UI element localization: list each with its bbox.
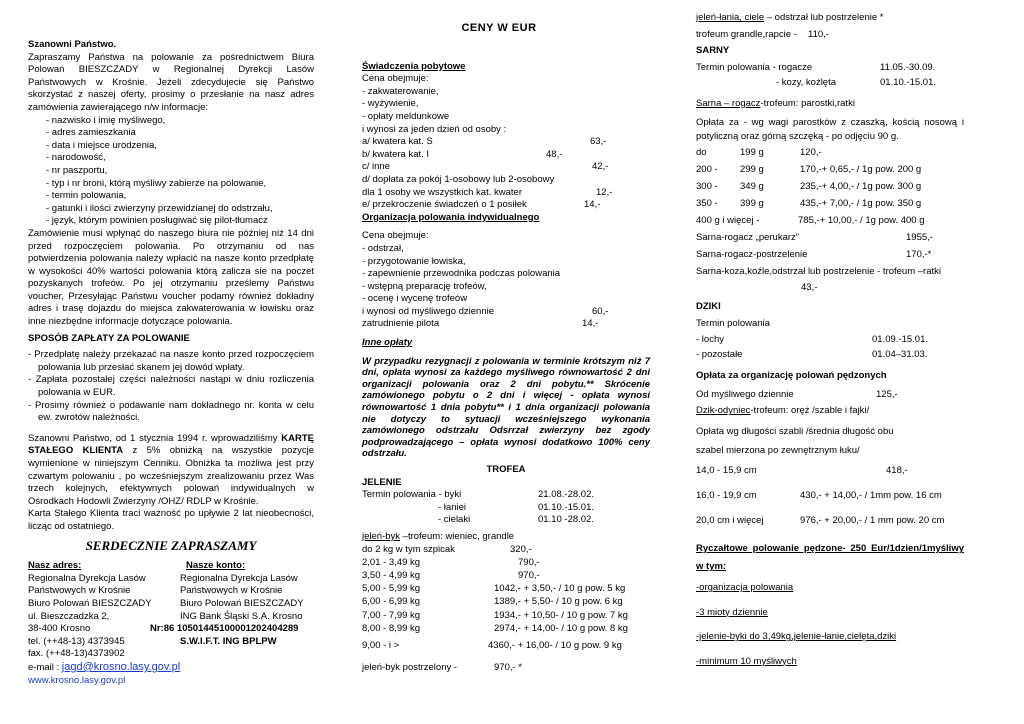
deer-wounded-price: jeleń-byk postrzelony - 970,- *: [362, 662, 522, 674]
stay-price-row: e/ przekroczenie świadczeń o 1 posiłek 14,-: [362, 199, 601, 211]
email-row: e-mail : jagd@krosno.lasy.gov.pl: [28, 660, 181, 673]
website-link[interactable]: www.krosno.lasy.gov.pl: [28, 674, 126, 686]
roe-misc-line: Sarna-koza,koźle,odstrzał lub postrzelenie - trofeum –ratki: [696, 265, 942, 277]
roe-heading: SARNY: [696, 45, 730, 57]
lump-sum-item: -3 mioty dziennie: [696, 606, 768, 618]
account-heading: Nasze konto:: [186, 560, 246, 572]
roe-price-table: [696, 147, 964, 232]
stay-lines: [362, 73, 650, 136]
address-rows: [28, 573, 314, 623]
boar-fee-line-1: Opłata wg długości szabli /średnia długość obu: [696, 425, 894, 437]
boar-trophy-line: Dzik-odyniec-trofeum: oręż /szable i fajki/: [696, 405, 870, 417]
postal-row: 38-400 Krosno Nr:86 10501445100001202404289: [28, 623, 299, 635]
fax-row: fax. (++48-13)4373902: [28, 648, 125, 660]
individual-hunt-line: - odstrzał,: [362, 242, 404, 254]
address-row: Państwowych w Krośnie Państwowych w Krośnie: [28, 585, 283, 597]
stay-price-row: d/ dopłata za pokój 1-osobowy lub 2-osobowy: [362, 173, 555, 185]
lump-sum-item: -organizacja polowania: [696, 582, 794, 594]
deer-heading: JELENIE: [362, 476, 402, 488]
boar-season-label: Termin polowania: [696, 317, 770, 329]
individual-hunt-price-row: i wynosi od myśliwego dziennie 60,-: [362, 305, 609, 317]
stay-line: - opłaty meldunkowe: [362, 110, 450, 122]
order-text: Zamówienie musi wpłynąć do naszego biura nie później niż 14 dni przed rozpoczęciem polowania. Po otrzymaniu od nas potwierdzenia polowania należy wpłacić na nasze konto przedpłatę w wysokości 40% wartości polowania którą zalicza sie na poczet pozyskanych trofeów. Po jej otrzymaniu prześlemy Państwu voucher, Przesyłając Państwu voucher podamy również dokładny adres i trasę dojazdu do miejsca zakwaterowania w łowisku oraz inne niezbędne informacje dotyczące polowania.: [28, 227, 314, 328]
payment-item: - Zapłata pozostałej części należności nastąpi w dniu rozliczenia polowania w EUR.: [28, 374, 314, 399]
other-fees-text: W przypadku rezygnacji z polowania w terminie krótszym niż 7 dni, opłata wynosi za każdego myśliwego równowartość 2 dni organizacji polowania oraz 2 dni pobytu.** Skrócenie zamówionego pobytu o 2 dni i więcej - opłata wynosi równowartość 1 dnia pobytu** i 1 dnia organizacji polowania nie dotyczy to sytuacji wcześniejszego wykonania zamówionego odstrzału Odsrrzał zwierzyny bez zgody podprowadzającego – opłata wynosi dodatkowo 100% ceny odstrzału.: [362, 355, 650, 460]
stay-price-row: c/ inne 42,-: [362, 161, 609, 173]
order-info-item: - typ i nr broni, którą myśliwy zabierze na polowanie,: [46, 177, 267, 189]
deer-price-row: 7,00 - 7,99 kg 1934,- + 10,50- / 10 g pow. 7 kg: [362, 609, 628, 621]
right-column: [696, 12, 964, 674]
address-heading: Nasz adres:: [28, 560, 82, 572]
swift-code: S.W.I.F.T. ING BPLPW: [180, 635, 277, 647]
stay-line: - zakwaterowanie,: [362, 85, 439, 97]
loyalty-card-text: Szanowni Państwo, od 1 stycznia 1994 r. wprowadziliśmy KARTĘ STAŁEGO KLIENTA z 5% obniżką na wszystkie pozycje wymienione w niniejszym Cenniku. Obniżka ta możliwa jest przy czwartym polowaniu , po wcześniejszym zrealizowaniu przez Was trzech kolejnych, efektywnych polowań indywidualnych w Ośrodkach Hodowli Zwierzyny /OHZ/ RDLP w Krośnie.: [28, 432, 315, 507]
individual-hunt-line: - zapewnienie przewodnika podczas polowania: [362, 268, 561, 280]
individual-hunt-heading: Organizacja polowania indywidualnego: [362, 211, 540, 223]
roe-price-row: 400 g i więcej - 785,-+ 10,00,- / 1g pow. 400 g: [696, 214, 925, 226]
stay-line: i wynosi za jeden dzień od osoby :: [362, 123, 507, 135]
order-info-item: - adres zamieszkania: [46, 127, 136, 139]
order-info-item: - nr paszportu,: [46, 164, 108, 176]
deer-season-row: - cielaki 01.10 -28.02.: [438, 514, 594, 526]
stay-line: Cena obejmuje:: [362, 73, 429, 85]
lump-sum-heading: Ryczałtowe polowanie pędzone- 250 Eur/1dzien/1myśliwy w tym:: [696, 543, 964, 573]
email-link[interactable]: jagd@krosno.lasy.gov.pl: [61, 660, 181, 673]
address-row: Biuro Polowań BIESZCZADY Biuro Polowań BIESZCZADY: [28, 597, 304, 609]
order-info-item: - język, którym powinien posługiwać się pilot-tłumacz: [46, 215, 268, 227]
stay-prices: [362, 136, 650, 212]
order-info-item: - data i miejsce urodzenia,: [46, 139, 157, 151]
intro-text: Zapraszamy Państwa na polowanie za pośrednictwem Biura Polowań BIESZCZADY w Regionalnej Dyrekcji Lasów Państwowych w Krośnie. Jeżeli zdecydujecie się Państwo skorzystać z naszej oferty, prosimy o przesłanie na nasz adres zamówienia zawierającego n/w informacje:: [28, 51, 314, 113]
roe-misc-price: 43,-: [801, 282, 818, 294]
roe-trophy-line: Sarna – rogacz-trofeum: parostki,ratki: [696, 97, 855, 109]
deer-seasons: [362, 489, 650, 527]
roe-price-row: do 199 g 120,-: [696, 146, 822, 158]
address-headings: [28, 560, 314, 573]
individual-hunt-line: - ocenę i wycenę trofeów: [362, 293, 468, 305]
lump-sum-item: -minimum 10 myśliwych: [696, 655, 797, 667]
individual-hunt-line: - wstępną preparację trofeów,: [362, 280, 487, 292]
order-info-item: - termin polowania,: [46, 190, 127, 202]
boar-price-row: 14,0 - 15,9 cm 418,-: [696, 465, 908, 477]
order-info-list: [28, 115, 314, 228]
individual-hunt-price-row: zatrudnienie pilota 14,-: [362, 318, 599, 330]
stay-price-row: dla 1 osoby we wszystkich kat. kwater 12,-: [362, 186, 613, 198]
account-number: Nr:86 10501445100001202404289: [150, 623, 299, 635]
payment-item: - Przedpłatę należy przekazać na nasze konto przed rozpoczęciem polowania lub przesłać skanem jej dowód wpłaty.: [28, 349, 314, 373]
lump-sum-items: [696, 576, 964, 674]
address-row: Regionalna Dyrekcja Lasów Regionalna Dyrekcja Lasów: [28, 572, 298, 584]
loyalty-card-name: KARTĘ STAŁEGO KLIENTA: [28, 432, 314, 457]
deer-season-row: - łaniei 01.10.-15.01.: [438, 501, 594, 513]
order-info-item: - nazwisko i imię myśliwego,: [46, 114, 166, 126]
individual-hunt-line: - przygotowanie łowiska,: [362, 255, 466, 267]
deer-price-row: do 2 kg w tym szpicak 320,-: [362, 543, 532, 555]
deer-price-row: 8,00 - 8,99 kg 2974,- + 14,00- / 10 g pow. 8 kg: [362, 622, 628, 634]
middle-column: [362, 0, 650, 675]
greeting: Szanowni Państwo.: [28, 39, 117, 50]
roe-price-row: 300 - 349 g 235,-+ 4,00,- / 1g pow. 300 g: [696, 180, 922, 192]
roe-price-row: 350 - 399 g 435,-+ 7,00,- / 1g pow. 350 g: [696, 197, 922, 209]
roe-special-row: Sarna-rogacz „perukarz” 1955,-: [696, 231, 933, 243]
boar-org-heading: Opłata za organizację polowań pędzonych: [696, 370, 887, 382]
boar-price-row: 16,0 - 19,9 cm 430,- + 14,00,- / 1mm pow. 16 cm: [696, 490, 942, 502]
trophy-heading: TROFEA: [486, 464, 526, 475]
boar-season-row: - lochy 01.09.-15.01.: [696, 334, 928, 346]
roe-special-row: Sarna-rogacz-postrzelenie 170,-*: [696, 248, 932, 260]
stay-price-row: b/ kwatera kat. I 48,-: [362, 148, 563, 160]
hind-line: jeleń-łania, ciele – odstrzał lub postrzelenie *: [696, 12, 884, 23]
grandle-price: trofeum grandle,rapcie - 110,-: [696, 28, 829, 40]
stay-price-row: a/ kwatera kat. S 63,-: [362, 136, 607, 148]
roe-special-prices: [696, 232, 964, 266]
roe-season-row: - kozy, koźlęta 01.10.-15.01.: [776, 76, 936, 88]
lump-sum-item: -jelenie-byki do 3,49kg,jelenie-łanie,cielęta,dziki: [696, 631, 897, 643]
stay-line: - wyżywienie,: [362, 98, 419, 110]
tel-row: tel. (++48-13) 4373945 S.W.I.F.T. ING BPLPW: [28, 635, 277, 647]
deer-price-table: [362, 544, 650, 636]
address-row: ul. Bieszczadzka 2, ING Bank Śląski S.A. Krosno: [28, 610, 303, 622]
deer-season-row: Termin polowania - byki 21.08.-28.02.: [362, 489, 594, 501]
payment-item: - Prosimy również o podawanie nam dokładnego nr. konta w celu ew. zwrotów należności.: [28, 399, 314, 424]
order-info-item: - gatunki i ilości zwierzyny przewidzianej do odstrzału,: [46, 202, 273, 214]
roe-price-row: 200 - 299 g 170,-+ 0,65,- / 1g pow. 200 g: [696, 163, 922, 175]
boar-heading: DZIKI: [696, 300, 721, 312]
roe-seasons: [696, 62, 964, 92]
boar-season-row: - pozostałe 01.04–31.03.: [696, 349, 928, 361]
boar-price-row: 20,0 cm i więcej 976,- + 20,00,- / 1 mm pow. 20 cm: [696, 515, 945, 527]
individual-hunt-lines: [362, 230, 650, 306]
stay-heading: Świadczenia pobytowe: [362, 60, 466, 72]
deer-price-row: 2,01 - 3,49 kg 790,-: [362, 556, 540, 568]
deer-trophy-line: jeleń-byk –trofeum: wieniec, grandle: [362, 530, 515, 542]
deer-price-row: 5,00 - 5,99 kg 1042,- + 3,50,- / 10 g pow. 5 kg: [362, 583, 626, 595]
deer-top-price: 9,00 - i > 4360,- + 16,00- / 10 g pow. 9 kg: [362, 639, 622, 651]
other-fees-heading: Inne opłaty: [362, 337, 413, 349]
payment-heading: SPOSÓB ZAPŁATY ZA POLOWANIE: [28, 332, 190, 344]
deer-price-row: 3,50 - 4,99 kg 970,-: [362, 569, 540, 581]
left-column: [28, 39, 314, 687]
invitation-heading: SERDECZNIE ZAPRASZAMY: [85, 537, 257, 553]
boar-seasons: [696, 334, 964, 364]
price-title: CENY W EUR: [461, 22, 537, 34]
boar-price-table: [696, 465, 964, 540]
boar-daily-price: Od myśliwego dziennie 125,-: [696, 388, 898, 400]
card-validity-text: Karta Stałego Klienta traci ważność po upływie 2 lat nieobecności, licząc od ostatniego.: [28, 508, 314, 532]
boar-fee-line-2: szabel mierzona po zewnętrznym łuku/: [696, 444, 860, 456]
payment-list: [28, 349, 314, 425]
individual-hunt-line: Cena obejmuje:: [362, 230, 429, 242]
roe-fee-text: Opłata za - wg wagi parostków z czaszką, kością nosową i potyliczną oraz górną szczęką - po odjęciu 90 g.: [696, 117, 964, 142]
individual-hunt-prices: [362, 306, 650, 331]
order-info-item: - narodowość,: [46, 152, 106, 164]
deer-price-row: 6,00 - 6,99 kg 1389,- + 5,50- / 10 g pow. 6 kg: [362, 596, 623, 608]
roe-season-row: Termin polowania - rogacze 11.05.-30.09.: [696, 61, 936, 73]
